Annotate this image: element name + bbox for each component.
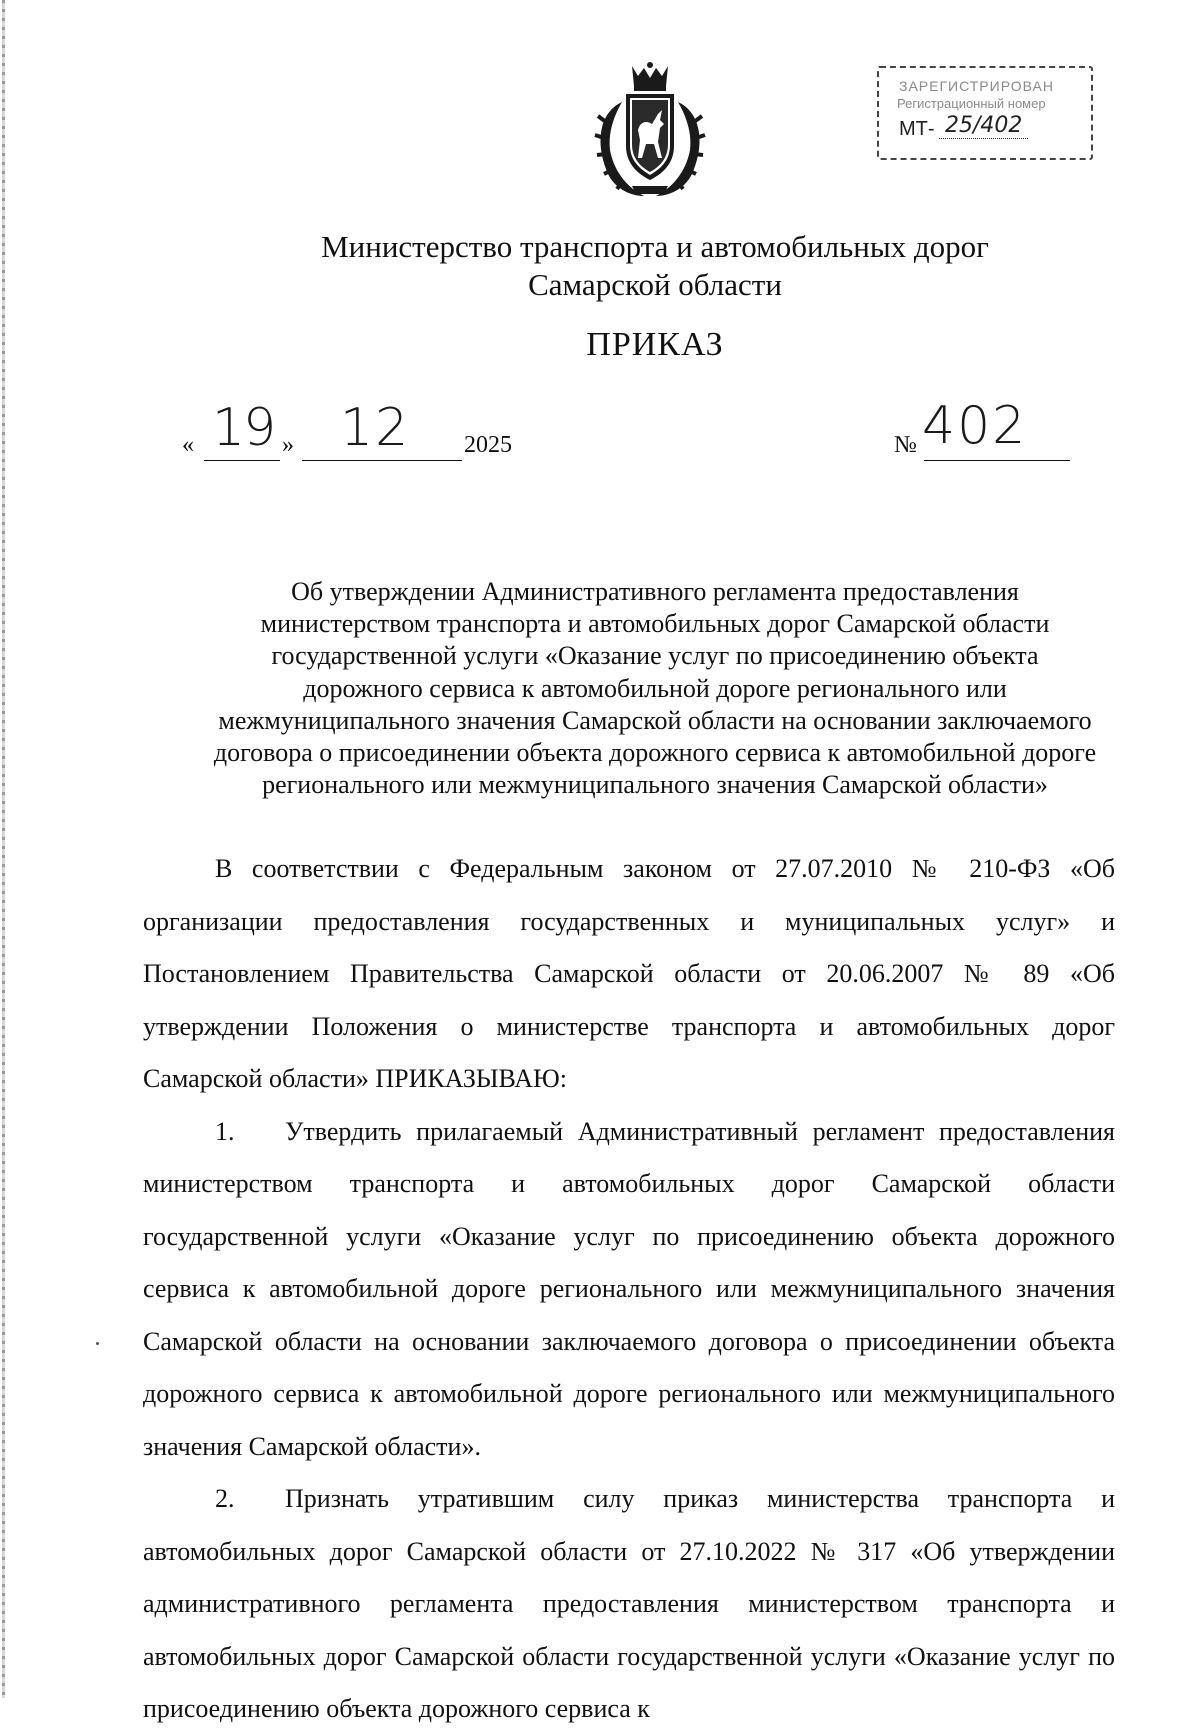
number-underline: [924, 460, 1070, 461]
subject-line: Об утверждении Административного регламента предоставления: [291, 577, 1019, 606]
order-body: [143, 843, 1115, 1736]
stamp-subtitle: Регистрационный номер: [897, 96, 1046, 111]
stamp-number: 25/402: [939, 113, 1028, 139]
subject-line: договора о присоединении объекта дорожного сервиса к автомобильной дороге: [213, 738, 1097, 768]
day-underline: [204, 460, 280, 461]
handwritten-day: 19: [212, 398, 275, 458]
ministry-title: [0, 228, 1200, 304]
subject-line: государственной услуги «Оказание услуг по присоединению объекта: [271, 641, 1039, 671]
date-quote-open: «: [182, 432, 194, 458]
item-1-text: Утвердить прилагаемый Административный регламент предоставления министерством транспорта и автомобильных дорог Самарской области государственной услуги «Оказание услуг по присоединению объекта дорожного сервиса к автомобильной дороге регионального или межмуниципального значения Самарской области на основании заключаемого договора о присоединении объекта дорожного сервиса к автомобильной дороге регионального или межмуниципального значения Самарской области».: [143, 1116, 1115, 1461]
item-2-text: Признать утратившим силу приказ министерства транспорта и автомобильных дорог Самарской области от 27.10.2022 № 317 «Об утверждении административного регламента предоставления министерством транспорта и автомобильных дорог Самарской области государственной услуги «Оказание услуг по присоединению объекта дорожного сервиса к: [143, 1484, 1115, 1723]
date-quote-close: »: [282, 432, 294, 458]
item-1-number: 1.: [215, 1116, 235, 1146]
subject-line: регионального или межмуниципального значения Самарской области»: [262, 770, 1048, 800]
number-sign: №: [894, 432, 917, 458]
registration-stamp: [877, 66, 1093, 160]
date-number-row: [182, 398, 1082, 468]
stamp-prefix: МТ-: [899, 118, 935, 140]
stamp-title: ЗАРЕГИСТРИРОВАН: [899, 78, 1054, 94]
subject-line: министерством транспорта и автомобильных дорог Самарской области: [260, 609, 1050, 639]
ministry-title-line1: Министерство транспорта и автомобильных дорог: [321, 229, 989, 264]
coat-of-arms-icon: [592, 62, 708, 200]
subject-line: дорожного сервиса к автомобильной дороге регионального или: [303, 673, 1007, 703]
item-1-paragraph: [143, 1106, 1115, 1474]
handwritten-month: 12: [340, 398, 411, 458]
order-subject: [0, 576, 1200, 801]
item-2-paragraph: [143, 1473, 1115, 1736]
subject-line: межмуниципального значения Самарской области на основании заключаемого: [218, 705, 1092, 735]
date-year: 2025: [464, 432, 512, 458]
ministry-title-line2: Самарской области: [528, 267, 782, 302]
item-2-number: 2.: [215, 1484, 235, 1513]
preamble-paragraph: В соответствии с Федеральным законом от 27.07.2010 № 210-ФЗ «Об организации предоставления государственных и муниципальных услуг» и Постановлением Правительства Самарской области от 20.06.2007 № 89 «Об утверждении Положения о министерстве транспорта и автомобильных дорог Самарской области» ПРИКАЗЫВАЮ:: [143, 854, 1115, 1093]
month-underline: [302, 460, 462, 461]
handwritten-order-number: 402: [922, 396, 1028, 456]
document-type: ПРИКАЗ: [586, 326, 724, 363]
scan-speck: [96, 1342, 99, 1345]
